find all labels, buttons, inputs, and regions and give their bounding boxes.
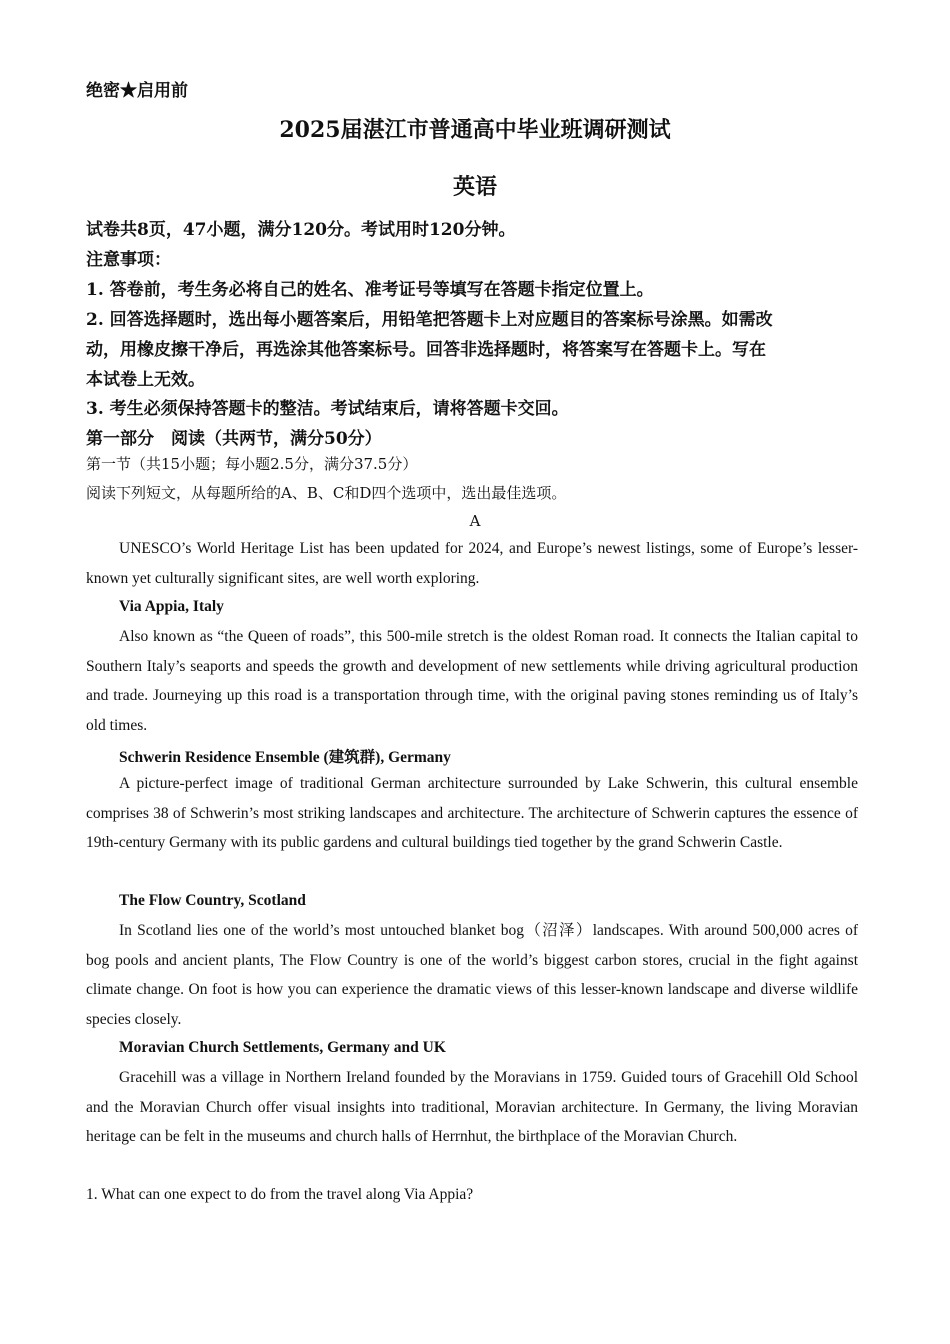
exam-title: 2025届湛江市普通高中毕业班调研测试 bbox=[279, 117, 671, 143]
question-1: 1. What can one expect to do from the travel along Via Appia? bbox=[86, 1186, 474, 1203]
paragraph-flow-country: In Scotland lies one of the world’s most untouched blanket bog（沼泽）landscapes. With around 500,000 acres of bog pools and ancient plants, The Flow Country is one of the world’s biggest carbon stores, crucial in the fight against climate change. On foot is how you can experience the dramatic views of this lesser-known landscape and diverse wildlife species closely. bbox=[86, 922, 858, 1028]
paragraph-moravian: Gracehill was a village in Northern Ireland founded by the Moravians in 1759. Guided tours of Gracehill Old School and the Moravian Church offer visual insights into traditional, Moravian architecture. In Germany, the living Moravian heritage can be felt in the museums and church halls of Herrnhut, the birthplace of the Moravian Church. bbox=[86, 1069, 858, 1145]
note-2-line-3: 本试卷上无效。 bbox=[86, 370, 205, 390]
paragraph-schwerin: A picture-perfect image of traditional German architecture surrounded by Lake Schwerin, this cultural ensemble comprises 38 of Schwerin’s most striking landscapes and architecture. The architecture of Schwerin captures the essence of 19th-century Germany with its public gardens and cultural buildings tied together by the grand Schwerin Castle. bbox=[86, 775, 858, 851]
note-2-line-2: 动，用橡皮擦干净后，再选涂其他答案标号。回答非选择题时，将答案写在答题卡上。写在 bbox=[86, 340, 766, 360]
part-title: 第一部分 阅读（共两节，满分50分） bbox=[86, 429, 382, 449]
heading-via-appia: Via Appia, Italy bbox=[119, 598, 224, 615]
heading-schwerin: Schwerin Residence Ensemble (建筑群), Germany bbox=[119, 749, 451, 766]
note-3: 3. 考生必须保持答题卡的整洁。考试结束后，请将答题卡交回。 bbox=[86, 399, 569, 419]
heading-moravian: Moravian Church Settlements, Germany and UK bbox=[119, 1039, 446, 1056]
subject-title: 英语 bbox=[452, 174, 497, 200]
note-2-line-1: 2. 回答选择题时，选出每小题答案后，用铅笔把答题卡上对应题目的答案标号涂黑。如需改 bbox=[86, 310, 773, 330]
heading-flow-country: The Flow Country, Scotland bbox=[119, 892, 306, 909]
reading-direction: 阅读下列短文，从每题所给的A、B、C和D四个选项中，选出最佳选项。 bbox=[86, 484, 567, 502]
exam-intro: 试卷共8页，47小题，满分120分。考试用时120分钟。 bbox=[86, 220, 516, 240]
passage-letter: A bbox=[469, 512, 481, 530]
notes-title: 注意事项： bbox=[86, 250, 171, 270]
confidential-label: 绝密★启用前 bbox=[86, 81, 188, 101]
subsection-title: 第一节（共15小题；每小题2.5分，满分37.5分） bbox=[86, 455, 418, 473]
note-1: 1. 答卷前，考生务必将自己的姓名、准考证号等填写在答题卡指定位置上。 bbox=[86, 280, 654, 300]
paragraph-via-appia: Also known as “the Queen of roads”, this 500-mile stretch is the oldest Roman road. It connects the Italian capital to Southern Italy’s seaports and speeds the growth and development of new settlements while driving agricultural production and trade. Journeying up this road is a transportation through time, with the original paving stones reminding us of Italy’s old times. bbox=[86, 628, 858, 734]
passage-intro: UNESCO’s World Heritage List has been updated for 2024, and Europe’s newest listings, some of Europe’s lesser-known yet culturally significant sites, are well worth exploring. bbox=[86, 540, 858, 587]
